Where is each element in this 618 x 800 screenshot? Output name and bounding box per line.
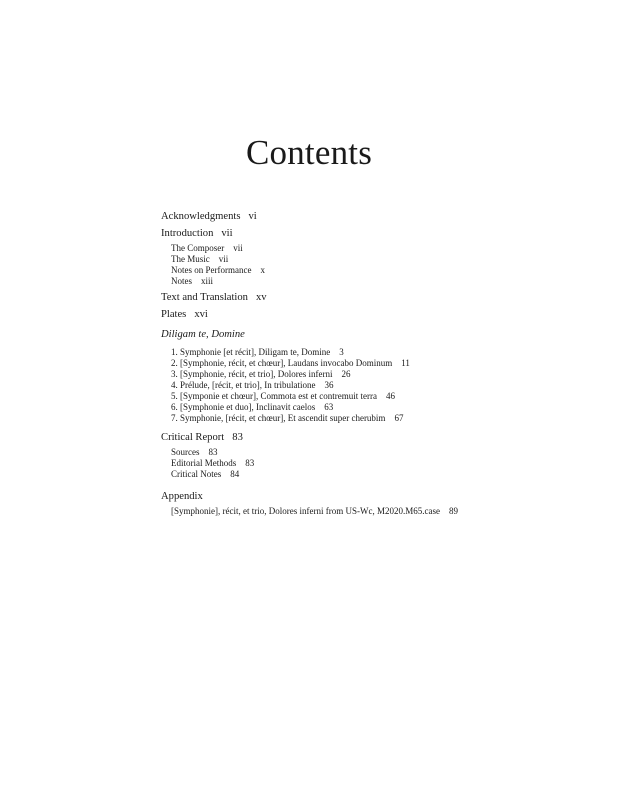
toc-entry-critical-report — [161, 431, 601, 445]
toc-subentry-page: 11 — [401, 358, 410, 368]
toc-entry-text-translation — [161, 291, 601, 305]
toc-subentry-label: The Composer — [171, 243, 225, 253]
toc-subentry-page: 83 — [245, 458, 255, 468]
toc-subentry — [171, 347, 601, 358]
introduction-subentries — [171, 243, 601, 287]
toc-subentry-label: The Music — [171, 254, 210, 264]
toc-subentry — [171, 402, 601, 413]
toc-subentry — [171, 391, 601, 402]
toc-subentry-label: 4. Prélude, [récit, et trio], In tribulatione — [171, 380, 316, 390]
toc-entry-page: 83 — [232, 432, 243, 443]
toc-subentry — [171, 413, 601, 424]
toc-entry-label: Critical Report — [161, 432, 225, 443]
toc-subentry — [171, 380, 601, 391]
toc-subentry-page: 89 — [448, 506, 458, 516]
toc-subentry-page: 83 — [208, 447, 218, 457]
toc-entry-acknowledgments — [161, 210, 601, 224]
work-movements — [171, 347, 601, 424]
toc-subentry-label: Critical Notes — [171, 469, 222, 479]
toc-subentry-label: 2. [Symphonie, récit, et chœur], Laudans invocabo Dominum — [171, 358, 393, 368]
toc-entry-label: Diligam te, Domine — [161, 329, 245, 340]
toc-subentry-page: 3 — [339, 347, 344, 357]
toc-subentry — [171, 369, 601, 380]
toc-entry-label: Acknowledgments — [161, 211, 241, 222]
toc-subentry-label: 7. Symphonie, [récit, et chœur], Et ascendit super cherubim — [171, 413, 386, 423]
toc-subentry-page: 36 — [324, 380, 334, 390]
toc-subentry-label: Sources — [171, 447, 200, 457]
toc-subentry-label: 5. [Symponie et chœur], Commota est et contremuit terra — [171, 391, 377, 401]
toc-subentry — [171, 358, 601, 369]
toc-subentry-label: [Symphonie], récit, et trio, Dolores inferni from US-Wc, M2020.M65.case — [171, 506, 440, 516]
toc-subentry-label: 1. Symphonie [et récit], Diligam te, Domine — [171, 347, 331, 357]
toc-entry-work-title — [161, 328, 601, 342]
toc-entry-page: vi — [248, 211, 257, 222]
toc-subentry-label: Editorial Methods — [171, 458, 237, 468]
toc-subentry-page: 84 — [230, 469, 240, 479]
toc-entry-label: Plates — [161, 309, 187, 320]
appendix-subentries — [171, 506, 601, 517]
toc-subentry-page: 26 — [341, 369, 351, 379]
toc-subentry-page: 63 — [324, 402, 334, 412]
toc-subentry-page: vii — [233, 243, 243, 253]
toc-entry-page: xvi — [194, 309, 208, 320]
toc-entry-page: vii — [221, 228, 233, 239]
toc-subentry-page: 46 — [385, 391, 395, 401]
toc-subentry-label: Notes on Performance — [171, 265, 252, 275]
toc-subentry-label: 3. [Symphonie, récit, et trio], Dolores inferni — [171, 369, 333, 379]
toc-subentry — [171, 243, 601, 254]
toc-entry-label: Text and Translation — [161, 292, 248, 303]
toc-entry-plates — [161, 308, 601, 322]
critical-report-subentries — [171, 447, 601, 480]
toc-subentry-label: 6. [Symphonie et duo], Inclinavit caelos — [171, 402, 316, 412]
toc-subentry — [171, 469, 601, 480]
table-of-contents — [161, 210, 601, 521]
toc-subentry-page: xiii — [201, 276, 214, 286]
toc-subentry-page: 67 — [394, 413, 404, 423]
page-title: Contents — [245, 133, 373, 172]
toc-subentry — [171, 276, 601, 287]
toc-subentry — [171, 265, 601, 276]
toc-entry-appendix — [161, 490, 601, 504]
toc-subentry — [171, 447, 601, 458]
toc-subentry-label: Notes — [171, 276, 192, 286]
toc-subentry-page: vii — [218, 254, 229, 264]
toc-subentry — [171, 254, 601, 265]
toc-entry-introduction — [161, 227, 601, 241]
toc-subentry — [171, 506, 601, 517]
toc-entry-label: Introduction — [161, 228, 214, 239]
toc-subentry-page: x — [260, 265, 265, 275]
toc-subentry — [171, 458, 601, 469]
toc-entry-label: Appendix — [161, 491, 203, 502]
toc-entry-page: xv — [255, 292, 267, 303]
